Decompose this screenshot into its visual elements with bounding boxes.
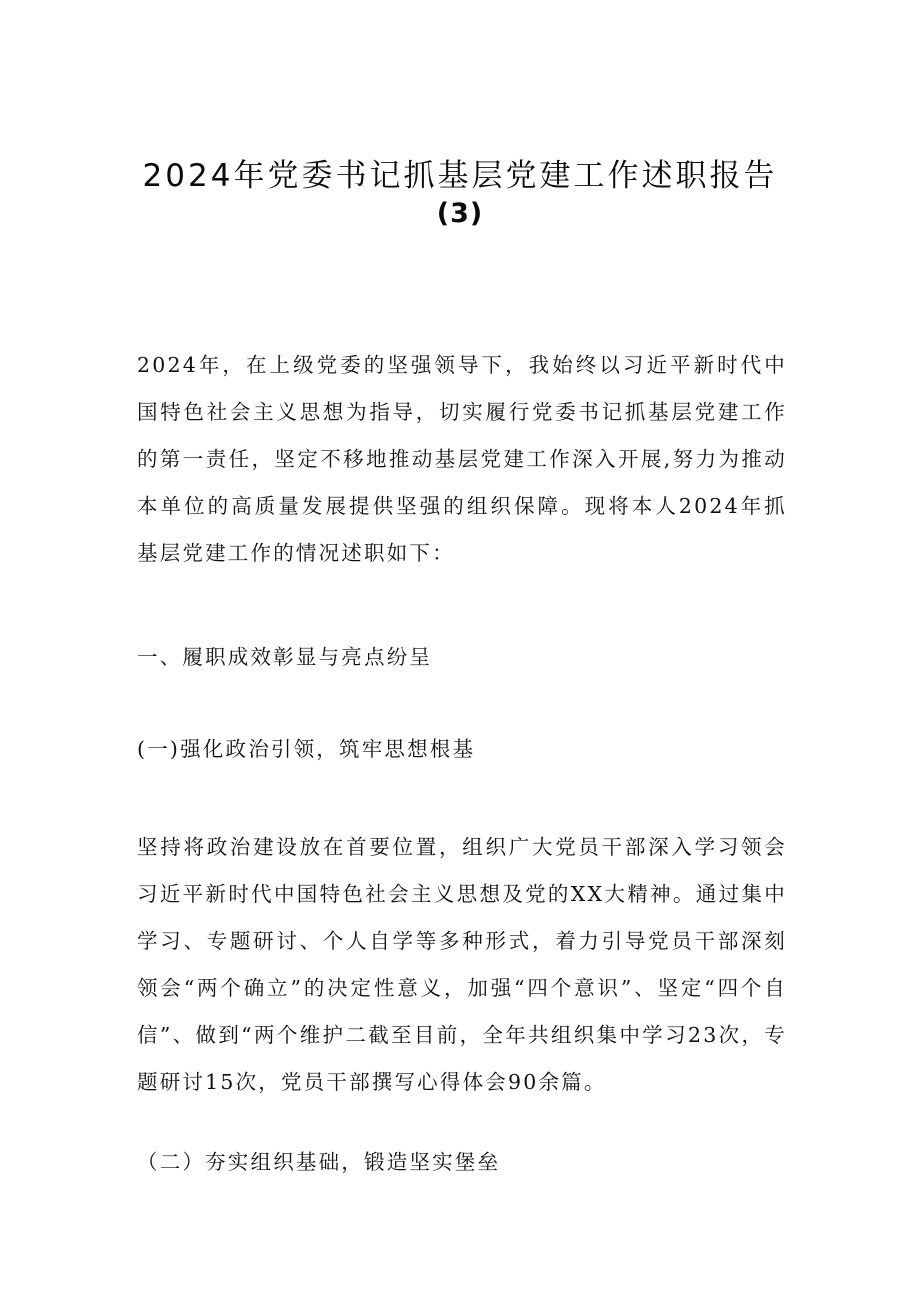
intro-paragraph: 2024年，在上级党委的坚强领导下，我始终以习近平新时代中国特色社会主义思想为指导，切实履行党委书记抓基层党建工作的第一责任，坚定不移地推动基层党建工作深入开展,努力为推动本单位的高质量发展提供坚强的组织保障。现将本人2024年抓基层党建工作的情况述职如下：: [137, 353, 787, 565]
document-title: 2024年党委书记抓基层党建工作述职报告: [142, 158, 778, 194]
subsection-heading-1: (一)强化政治引领，筑牢思想根基: [137, 737, 476, 761]
subsection-heading-2: （二）夯实组织基础，锻造坚实堡垒: [137, 1150, 501, 1174]
section-heading-1: 一、履职成效彰显与亮点纷呈: [137, 645, 433, 669]
document-title-number: (3): [436, 198, 484, 229]
subsection-1-paragraph: 坚持将政治建设放在首要位置，组织广大党员干部深入学习领会习近平新时代中国特色社会主义思想及党的XX大精神。通过集中学习、专题研讨、个人自学等多种形式，着力引导党员干部深刻领会“两个确立”的决定性意义，加强“四个意识”、坚定“四个自信”、做到“两个维护二截至目前，全年共组织集中学习23次，专题研讨15次，党员干部撰写心得体会90余篇。: [137, 835, 787, 1094]
